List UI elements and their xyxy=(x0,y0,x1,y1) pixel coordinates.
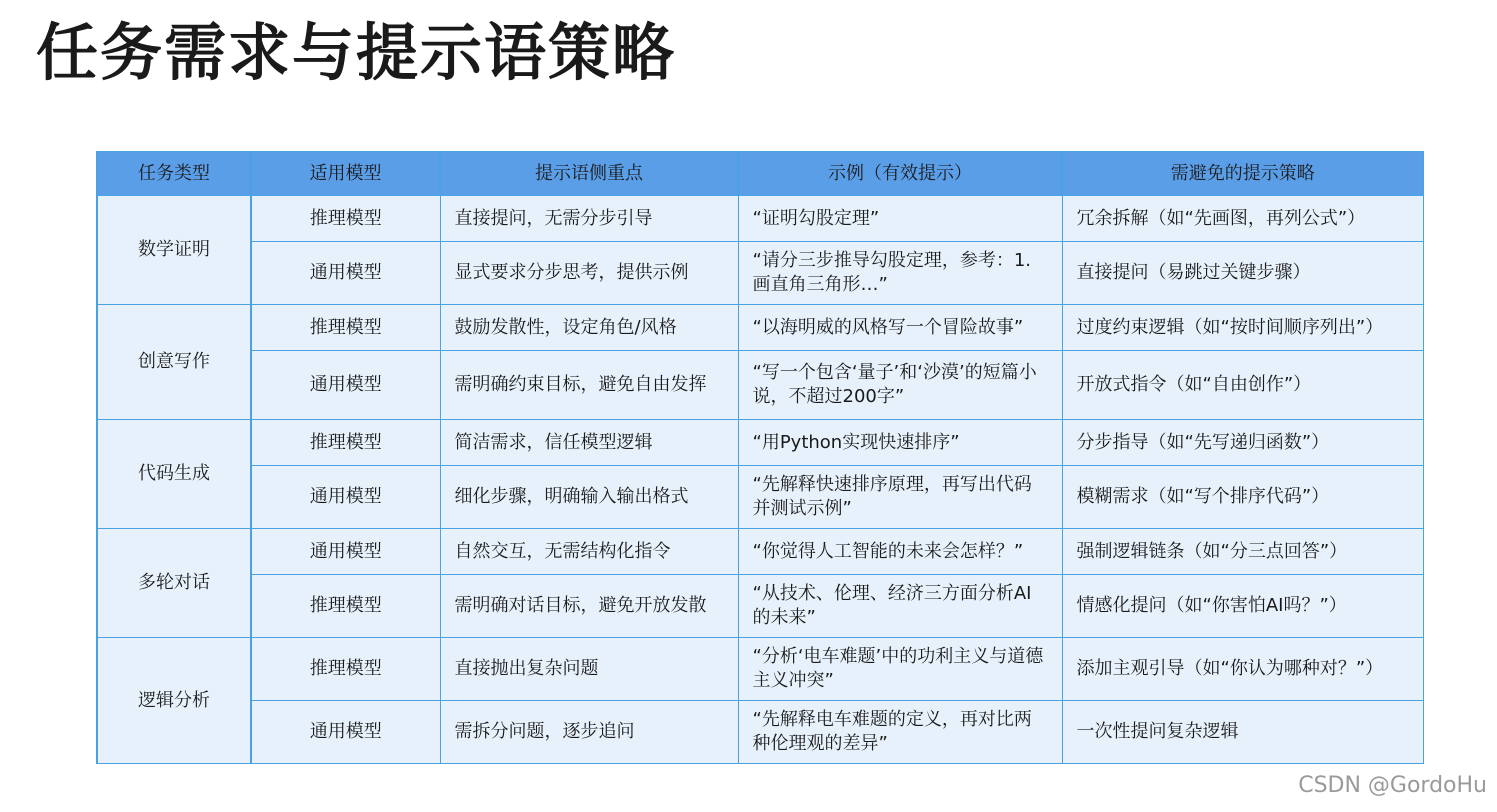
example-cell: “请分三步推导勾股定理，参考：1. 画直角三角形…” xyxy=(738,242,1062,305)
table-row xyxy=(97,529,1423,575)
avoid-cell: 分步指导（如“先写递归函数”） xyxy=(1062,420,1423,466)
example-cell: “从技术、伦理、经济三方面分析AI的未来” xyxy=(738,575,1062,638)
example-cell: “先解释快速排序原理，再写出代码并测试示例” xyxy=(738,466,1062,529)
table-row xyxy=(97,196,1423,242)
table-row xyxy=(97,420,1423,466)
avoid-cell: 强制逻辑链条（如“分三点回答”） xyxy=(1062,529,1423,575)
model-cell: 通用模型 xyxy=(251,701,440,764)
model-cell: 通用模型 xyxy=(251,466,440,529)
avoid-cell: 过度约束逻辑（如“按时间顺序列出”） xyxy=(1062,305,1423,351)
table-row xyxy=(97,305,1423,351)
avoid-cell: 模糊需求（如“写个排序代码”） xyxy=(1062,466,1423,529)
model-cell: 推理模型 xyxy=(251,196,440,242)
focus-cell: 需明确对话目标，避免开放发散 xyxy=(440,575,738,638)
model-cell: 推理模型 xyxy=(251,420,440,466)
focus-cell: 需明确约束目标，避免自由发挥 xyxy=(440,351,738,420)
avoid-cell: 情感化提问（如“你害怕AI吗？”） xyxy=(1062,575,1423,638)
avoid-cell: 一次性提问复杂逻辑 xyxy=(1062,701,1423,764)
task-type-cell: 创意写作 xyxy=(97,305,251,420)
focus-cell: 需拆分问题，逐步追问 xyxy=(440,701,738,764)
table-row xyxy=(97,351,1423,420)
table-row xyxy=(97,575,1423,638)
example-cell: “用Python实现快速排序” xyxy=(738,420,1062,466)
strategy-table xyxy=(96,151,1424,764)
watermark: CSDN @GordoHu xyxy=(1298,773,1487,798)
focus-cell: 直接抛出复杂问题 xyxy=(440,638,738,701)
focus-cell: 细化步骤，明确输入输出格式 xyxy=(440,466,738,529)
example-cell: “你觉得人工智能的未来会怎样？” xyxy=(738,529,1062,575)
model-cell: 推理模型 xyxy=(251,575,440,638)
model-cell: 推理模型 xyxy=(251,305,440,351)
avoid-cell: 添加主观引导（如“你认为哪种对？”） xyxy=(1062,638,1423,701)
header-model: 适用模型 xyxy=(251,152,440,196)
task-type-cell: 代码生成 xyxy=(97,420,251,529)
example-cell: “先解释电车难题的定义，再对比两种伦理观的差异” xyxy=(738,701,1062,764)
avoid-cell: 开放式指令（如“自由创作”） xyxy=(1062,351,1423,420)
example-cell: “分析‘电车难题’中的功利主义与道德主义冲突” xyxy=(738,638,1062,701)
header-task-type: 任务类型 xyxy=(97,152,251,196)
focus-cell: 显式要求分步思考，提供示例 xyxy=(440,242,738,305)
table-row xyxy=(97,638,1423,701)
model-cell: 推理模型 xyxy=(251,638,440,701)
model-cell: 通用模型 xyxy=(251,242,440,305)
header-example: 示例（有效提示） xyxy=(738,152,1062,196)
task-type-cell: 数学证明 xyxy=(97,196,251,305)
strategy-table-container xyxy=(96,151,1422,764)
model-cell: 通用模型 xyxy=(251,529,440,575)
example-cell: “以海明威的风格写一个冒险故事” xyxy=(738,305,1062,351)
table-row xyxy=(97,466,1423,529)
header-focus: 提示语侧重点 xyxy=(440,152,738,196)
focus-cell: 自然交互，无需结构化指令 xyxy=(440,529,738,575)
avoid-cell: 直接提问（易跳过关键步骤） xyxy=(1062,242,1423,305)
header-avoid: 需避免的提示策略 xyxy=(1062,152,1423,196)
table-row xyxy=(97,242,1423,305)
task-type-cell: 逻辑分析 xyxy=(97,638,251,764)
model-cell: 通用模型 xyxy=(251,351,440,420)
task-type-cell: 多轮对话 xyxy=(97,529,251,638)
page-title: 任务需求与提示语策略 xyxy=(36,16,677,89)
example-cell: “写一个包含‘量子’和‘沙漠’的短篇小说，不超过200字” xyxy=(738,351,1062,420)
table-header-row xyxy=(97,152,1423,196)
focus-cell: 直接提问，无需分步引导 xyxy=(440,196,738,242)
example-cell: “证明勾股定理” xyxy=(738,196,1062,242)
focus-cell: 简洁需求，信任模型逻辑 xyxy=(440,420,738,466)
table-row xyxy=(97,701,1423,764)
avoid-cell: 冗余拆解（如“先画图，再列公式”） xyxy=(1062,196,1423,242)
focus-cell: 鼓励发散性，设定角色/风格 xyxy=(440,305,738,351)
